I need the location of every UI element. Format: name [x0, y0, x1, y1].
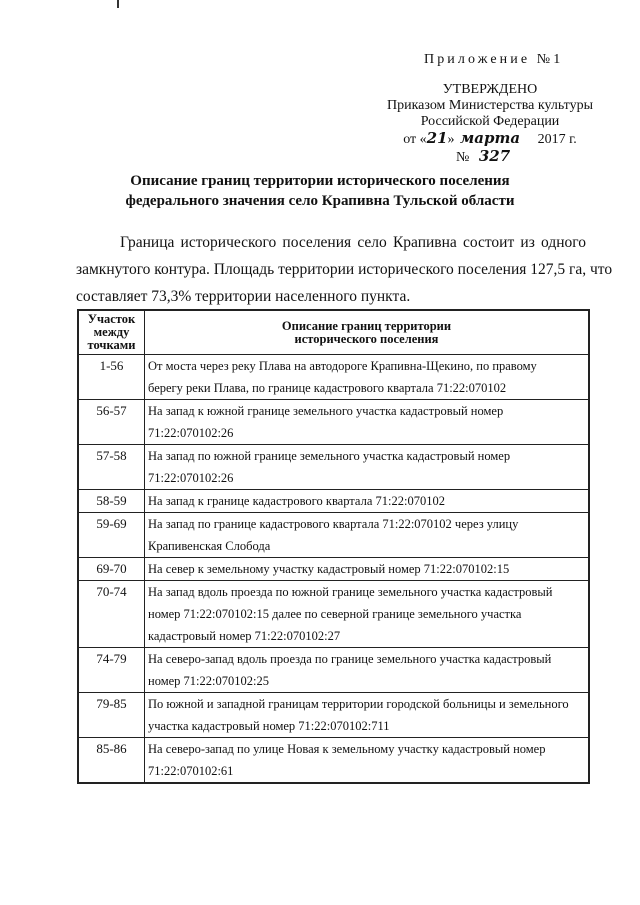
description-line: На запад вдоль проезда по южной границе земельного участка кадастровый	[148, 585, 553, 599]
table-row	[78, 400, 589, 445]
handwritten-day: 21	[426, 129, 448, 147]
description-line: На запад по границе кадастрового квартала 71:22:070102 через улицу	[148, 517, 519, 531]
order-line-2: Российской Федерации	[420, 114, 560, 129]
table-row	[78, 513, 589, 558]
description-cell	[145, 738, 590, 784]
table-row	[78, 648, 589, 693]
handwritten-month: марта	[460, 129, 521, 147]
table-row	[78, 738, 589, 784]
description-cell	[145, 558, 590, 581]
description-line: На запад по южной границе земельного участка кадастровый номер	[148, 449, 511, 463]
description-line: На запад к границе кадастрового квартала 71:22:070102	[148, 494, 445, 508]
segment-cell: 58-59	[78, 490, 145, 513]
header-description: Описание границ территории исторического поселения	[145, 310, 590, 355]
description-line: номер 71:22:070102:25	[148, 674, 269, 688]
description-cell	[145, 693, 590, 738]
table-header-row	[78, 310, 589, 355]
segment-cell: 59-69	[78, 513, 145, 558]
description-line: берегу реки Плава, по границе кадастрового квартала 71:22:070102	[148, 381, 507, 395]
segment-cell: 57-58	[78, 445, 145, 490]
description-line: номер 71:22:070102:15 далее по северной границе земельного участка	[148, 607, 522, 621]
table-row	[78, 558, 589, 581]
scan-mark	[117, 0, 119, 8]
description-cell	[145, 355, 590, 400]
description-line: Крапивенская Слобода	[148, 539, 271, 553]
description-line: 71:22:070102:26	[148, 471, 234, 485]
description-line: На северо-запад по улице Новая к земельному участку кадастровый номер	[148, 742, 546, 756]
header-segment: Участок между точками	[78, 310, 145, 355]
boundaries-table	[77, 309, 590, 784]
segment-cell: 1-56	[78, 355, 145, 400]
description-line: кадастровый номер 71:22:070102:27	[148, 629, 341, 643]
order-number: № 327	[456, 147, 511, 165]
segment-cell: 85-86	[78, 738, 145, 784]
segment-cell: 70-74	[78, 581, 145, 648]
description-cell	[145, 490, 590, 513]
segment-cell: 69-70	[78, 558, 145, 581]
segment-cell: 74-79	[78, 648, 145, 693]
segment-cell: 79-85	[78, 693, 145, 738]
description-cell	[145, 400, 590, 445]
description-cell	[145, 445, 590, 490]
table-row	[78, 445, 589, 490]
appendix-label: Приложение №1	[424, 52, 564, 67]
handwritten-number: 327	[478, 147, 511, 165]
description-line: 71:22:070102:26	[148, 426, 234, 440]
description-line: От моста через реку Плава на автодороге Крапивна-Щекино, по правому	[148, 359, 537, 373]
table-row	[78, 490, 589, 513]
document-title: Описание границ территории исторического поселения федерального значения село Крапивна Тульской области	[125, 173, 515, 209]
segment-cell: 56-57	[78, 400, 145, 445]
table-row	[78, 355, 589, 400]
approved-label: УТВЕРЖДЕНО	[442, 82, 538, 97]
table-row	[78, 693, 589, 738]
order-year: 2017 г.	[537, 132, 577, 147]
description-line: 71:22:070102:61	[148, 764, 234, 778]
description-cell	[145, 513, 590, 558]
description-line: участка кадастровый номер 71:22:070102:711	[148, 719, 390, 733]
order-date: от «21» марта 2017 г.	[403, 129, 577, 147]
description-line: По южной и западной границам территории городской больницы и земельного	[148, 697, 569, 711]
intro-paragraph: Граница исторического поселения село Крапивна состоит из одного замкнутого контура. Площадь территории исторического поселения 127,5 га, что составляет 73,3% территории населенного пункта.	[76, 234, 613, 305]
table-row	[78, 581, 589, 648]
approval-stamp	[360, 82, 620, 166]
description-cell	[145, 581, 590, 648]
description-line: На северо-запад вдоль проезда по границе земельного участка кадастровый	[148, 652, 552, 666]
description-cell	[145, 648, 590, 693]
order-line-1: Приказом Министерства культуры	[386, 98, 594, 113]
description-line: На запад к южной границе земельного участка кадастровый номер	[148, 404, 504, 418]
description-line: На север к земельному участку кадастровый номер 71:22:070102:15	[148, 562, 510, 576]
